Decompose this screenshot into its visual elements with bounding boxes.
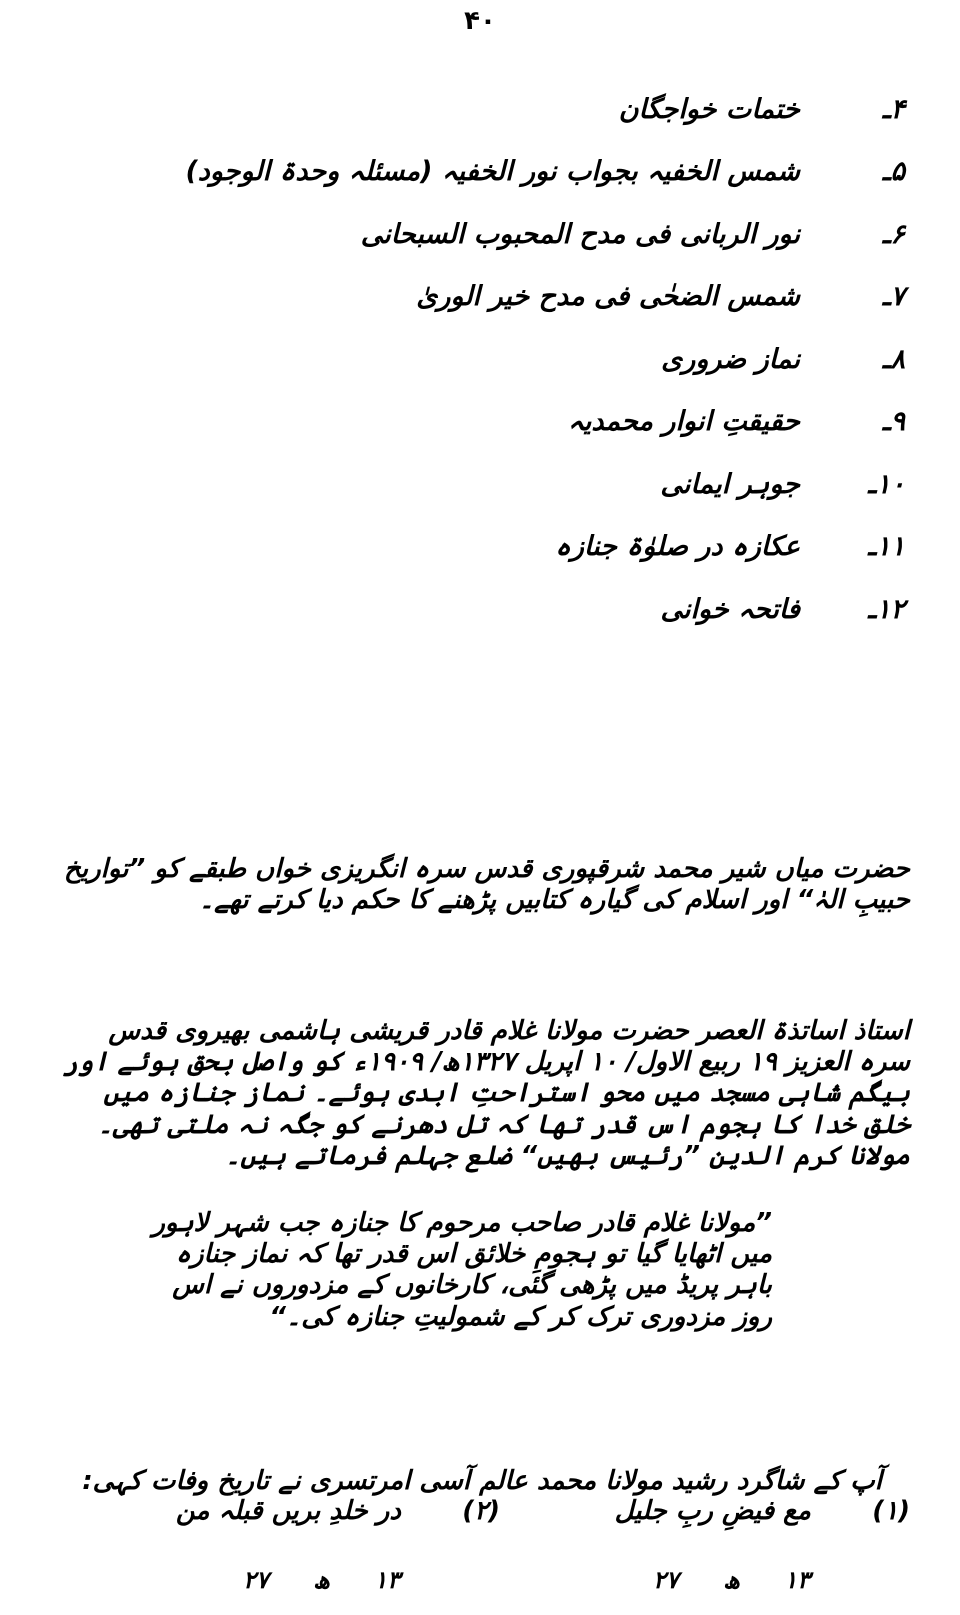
list-item-title: نور الربانی فی مدح المحبوب السبحانی (360, 218, 800, 250)
chronogram-number: (۲) (462, 1496, 500, 1526)
list-item-title: شمس الضحٰی فی مدح خیر الوریٰ (416, 281, 800, 313)
page-number: ۴۰ (464, 6, 496, 36)
list-item-number: ۷ـ (882, 281, 905, 313)
list-item-title: نماز ضروری (661, 343, 800, 375)
list-item (265, 328, 905, 391)
chronogram-verse: مع فیضِ ربِ جلیل (614, 1496, 811, 1526)
list-item (185, 141, 905, 204)
list-item (265, 78, 905, 141)
list-item-number: ۶ـ (882, 218, 905, 250)
year-part: ۲۷ (242, 1566, 269, 1594)
list-item-number: ۱۰ـ (868, 468, 905, 500)
chronogram-number: (۱) (872, 1496, 910, 1526)
year-part: ۱۳ (374, 1566, 400, 1594)
list-item-number: ۱۱ـ (868, 531, 905, 563)
list-item-title: شمس الخفیہ بجواب نور الخفیہ (مسئلہ وحدۃ الوجود) (185, 156, 800, 188)
list-item-number: ۵ـ (882, 156, 905, 188)
list-item-number: ۴ـ (882, 93, 905, 125)
chronogram (50, 1496, 910, 1606)
year-part: ۲۷ (652, 1566, 679, 1594)
list-item (265, 391, 905, 454)
list-item (265, 266, 905, 329)
list-item-title: عکازہ در صلوٰۃ جنازہ (555, 531, 800, 563)
list-item-title: حقیقتِ انوار محمدیہ (568, 406, 800, 438)
list-item-title: فاتحہ خوانی (660, 593, 800, 625)
paragraph-chronogram-intro: آپ کے شاگرد رشید مولانا محمد عالم آسی امرتسری نے تاریخ وفات کہی: (82, 1466, 882, 1496)
chronogram-item-1 (615, 1496, 910, 1526)
paragraph-tawarikh: حضرت میاں شیر محمد شرقپوری قدس سرہ انگریزی خواں طبقے کو ”تواریخ حبیبِ الہٰ“ اور اسلام کی گیارہ کتابیں پڑھنے کا حکم دیا کرتے تھے۔ (64, 854, 910, 916)
list-item-title: ختمات خواجگان (618, 93, 800, 125)
year-part: ھ (723, 1566, 740, 1594)
year-part: ۱۳ (784, 1566, 810, 1594)
list-item (265, 516, 905, 579)
list-item (265, 453, 905, 516)
list-item (265, 578, 905, 641)
list-item-number: ۹ـ (882, 406, 905, 438)
chronogram-item-2 (176, 1496, 500, 1526)
list-item-title: جوہر ایمانی (660, 468, 800, 500)
list-item-number: ۱۲ـ (868, 593, 905, 625)
chronogram-year-2 (207, 1566, 400, 1594)
year-part: ھ (313, 1566, 330, 1594)
list-item-number: ۸ـ (882, 343, 905, 375)
chronogram-verse: در خلدِ بریں قبلہ من (175, 1496, 401, 1526)
paragraph-death-notice: استاذ اساتذۃ العصر حضرت مولانا غلام قادر قریشی ہاشمی بھیروی قدس سرہ العزیز ۱۹ ربیع الاول/ ۱۰ اپریل ۱۳۲۷ھ/ ۱۹۰۹ء کو واصل بحق ہوئے اور بیگم شاہی مسجد میں محو استراحتِ ابدی ہوئے۔ نماز جنازہ میں خلق خدا کا ہجوم اس قدر تھا کہ تل دھرنے کو جگہ نہ ملتی تھی۔ مولانا کرم الدین ”رئیس بھیں“ ضلع جہلم فرماتے ہیں۔ (62, 1016, 910, 1171)
book-list (185, 78, 905, 641)
list-item (265, 203, 905, 266)
chronogram-year-1 (617, 1566, 810, 1594)
funeral-quote: ”مولانا غلام قادر صاحب مرحوم کا جنازہ جب شہر لاہور میں اٹھایا گیا تو ہجومِ خلائق اس قدر تھا کہ نماز جنازہ باہر پریڈ میں پڑھی گئی، کارخانوں کے مزدوروں نے اس روز مزدوری ترک کر کے شمولیتِ جنازہ کی۔“ (152, 1208, 772, 1332)
